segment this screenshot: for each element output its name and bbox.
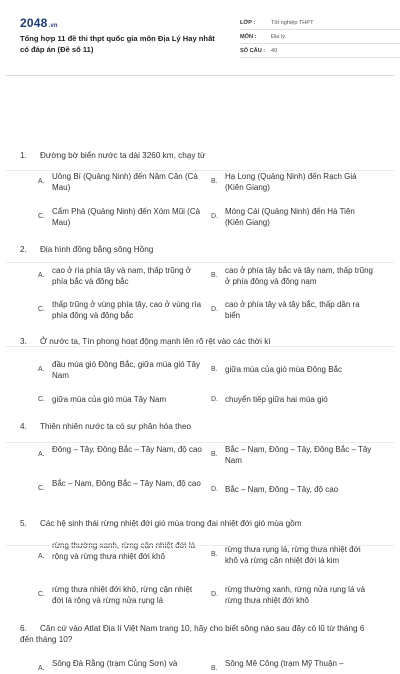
question-stem: Căn cứ vào Atlat Địa lí Việt Nam trang 10, hãy cho biết sông nào sau đây có lũ từ tháng 6 đến tháng 10? xyxy=(20,624,365,644)
meta-row-count xyxy=(240,44,400,58)
option-letter: A. xyxy=(38,366,45,373)
document-title: Tổng hợp 11 đề thi thpt quốc gia môn Địa Lý Hay nhất có đáp án (Đề số 11) xyxy=(20,34,215,54)
question-divider xyxy=(6,346,394,347)
site-logo[interactable] xyxy=(20,16,58,30)
option-text: Hạ Long (Quảng Ninh) đến Rạch Giá (Kiên Giang) xyxy=(225,172,357,192)
logo-text: 2048 xyxy=(20,16,48,30)
meta-row-class xyxy=(240,16,400,30)
option-letter: C. xyxy=(38,591,45,598)
option-text: cao ở phía tây và tây bắc, thấp dần ra biển xyxy=(225,300,360,320)
header-divider xyxy=(6,75,394,76)
option-letter: C. xyxy=(38,396,45,403)
option-letter: D. xyxy=(211,591,218,598)
question-text xyxy=(20,623,370,645)
option-letter: A. xyxy=(38,665,45,672)
option-letter: A. xyxy=(38,272,45,279)
option-letter: B. xyxy=(211,272,218,279)
option-text: rừng thưa rụng lá, rừng thưa nhiệt đới khô và rừng cận nhiệt đới lá kim xyxy=(225,545,361,565)
option-text: chuyển tiếp giữa hai mùa gió xyxy=(225,395,328,404)
option-text: thấp trũng ở vùng phía tây, cao ở vùng rìa phía đông và đông bắc xyxy=(52,300,202,320)
meta-table xyxy=(240,16,400,58)
option-text: Sông Mê Công (trạm Mỹ Thuận – xyxy=(225,659,344,668)
question-divider xyxy=(6,545,394,546)
meta-value: 40 xyxy=(271,47,278,54)
question-text xyxy=(20,518,370,529)
question-stem: Ở nước ta, Tín phong hoạt động mạnh lên rõ rệt vào các thời kì xyxy=(40,337,271,346)
option-text: rừng thưa nhiệt đới khô, rừng cận nhiệt đới lá rộng và rừng nửa rụng lá xyxy=(52,585,193,605)
question-number: 4. xyxy=(20,422,27,431)
option-text: Bắc – Nam, Đông – Tây, Đông Bắc – Tây Nam xyxy=(225,445,372,465)
question-number: 1. xyxy=(20,151,27,160)
option-text: rừng thường xanh, rừng cận nhiệt đới lá rộng và rừng thưa nhiệt đới khô xyxy=(52,541,196,561)
logo-tld: .vn xyxy=(48,23,58,29)
meta-value: Tốt nghiệp THPT xyxy=(271,19,314,26)
option-letter: D. xyxy=(211,486,218,493)
option-letter: B. xyxy=(211,551,218,558)
option-letter: C. xyxy=(38,485,45,492)
question-number: 2. xyxy=(20,245,27,254)
question-stem: Đường bờ biển nước ta dài 3260 km, chạy từ xyxy=(40,151,206,160)
question-divider xyxy=(6,170,394,171)
option-text: đầu mùa gió Đông Bắc, giữa mùa gió Tây Nam xyxy=(52,360,200,380)
option-text: giữa mùa của gió mùa Đông Bắc xyxy=(225,365,342,374)
option-text: Móng Cái (Quảng Ninh) đến Hà Tiên (Kiên Giang) xyxy=(225,207,355,227)
option-text: Bắc – Nam, Đông – Tây, độ cao xyxy=(225,485,339,494)
meta-value: Địa lý xyxy=(271,33,285,40)
question-stem: Địa hình đồng bằng sông Hồng xyxy=(40,245,154,254)
option-letter: A. xyxy=(38,451,45,458)
question-text xyxy=(20,244,370,255)
option-text: cao ở phía tây bắc và tây nam, thấp trũng ở phía đông và đông nam xyxy=(225,266,373,286)
option-letter: B. xyxy=(211,366,218,373)
option-letter: B. xyxy=(211,665,218,672)
option-text: cao ở rìa phía tây và nam, thấp trũng ở phía bắc và đông bắc xyxy=(52,266,192,286)
meta-row-subject xyxy=(240,30,400,44)
option-letter: D. xyxy=(211,213,218,220)
option-letter: B. xyxy=(211,451,218,458)
meta-key: MÔN : xyxy=(240,33,257,40)
question-stem: Thiên nhiên nước ta có sự phân hóa theo xyxy=(40,422,192,431)
question-text xyxy=(20,421,370,432)
option-letter: B. xyxy=(211,178,218,185)
option-text: Cẩm Phả (Quảng Ninh) đến Xóm Mũi (Cà Mau) xyxy=(52,207,201,227)
question-divider xyxy=(6,262,394,263)
question-number: 6. xyxy=(20,624,27,633)
option-text: rừng thường xanh, rừng nửa rụng lá và rừng thưa nhiệt đới khô xyxy=(225,585,366,605)
option-letter: C. xyxy=(38,213,45,220)
option-letter: A. xyxy=(38,553,45,560)
document-header xyxy=(14,0,386,68)
question-stem: Các hệ sinh thái rừng nhiệt đới gió mùa trong đai nhiệt đới gió mùa gồm xyxy=(40,519,302,528)
option-text: Đông – Tây, Đông Bắc – Tây Nam, độ cao xyxy=(52,445,202,454)
meta-key: SỐ CÂU : xyxy=(240,47,266,54)
option-text: Sông Đà Rằng (trạm Củng Sơn) và xyxy=(52,659,178,668)
option-letter: A. xyxy=(38,178,45,185)
question-text xyxy=(20,150,370,161)
option-text: giữa mùa của gió mùa Tây Nam xyxy=(52,395,167,404)
question-divider xyxy=(6,442,394,443)
option-letter: D. xyxy=(211,396,218,403)
option-text: Bắc – Nam, Đông Bắc – Tây Nam, độ cao xyxy=(52,479,201,488)
option-letter: D. xyxy=(211,306,218,313)
option-letter: C. xyxy=(38,306,45,313)
question-number: 3. xyxy=(20,337,27,346)
question-number: 5. xyxy=(20,519,27,528)
option-text: Uông Bí (Quảng Ninh) đến Năm Căn (Cà Mau) xyxy=(52,172,198,192)
meta-key: LỚP : xyxy=(240,19,256,26)
